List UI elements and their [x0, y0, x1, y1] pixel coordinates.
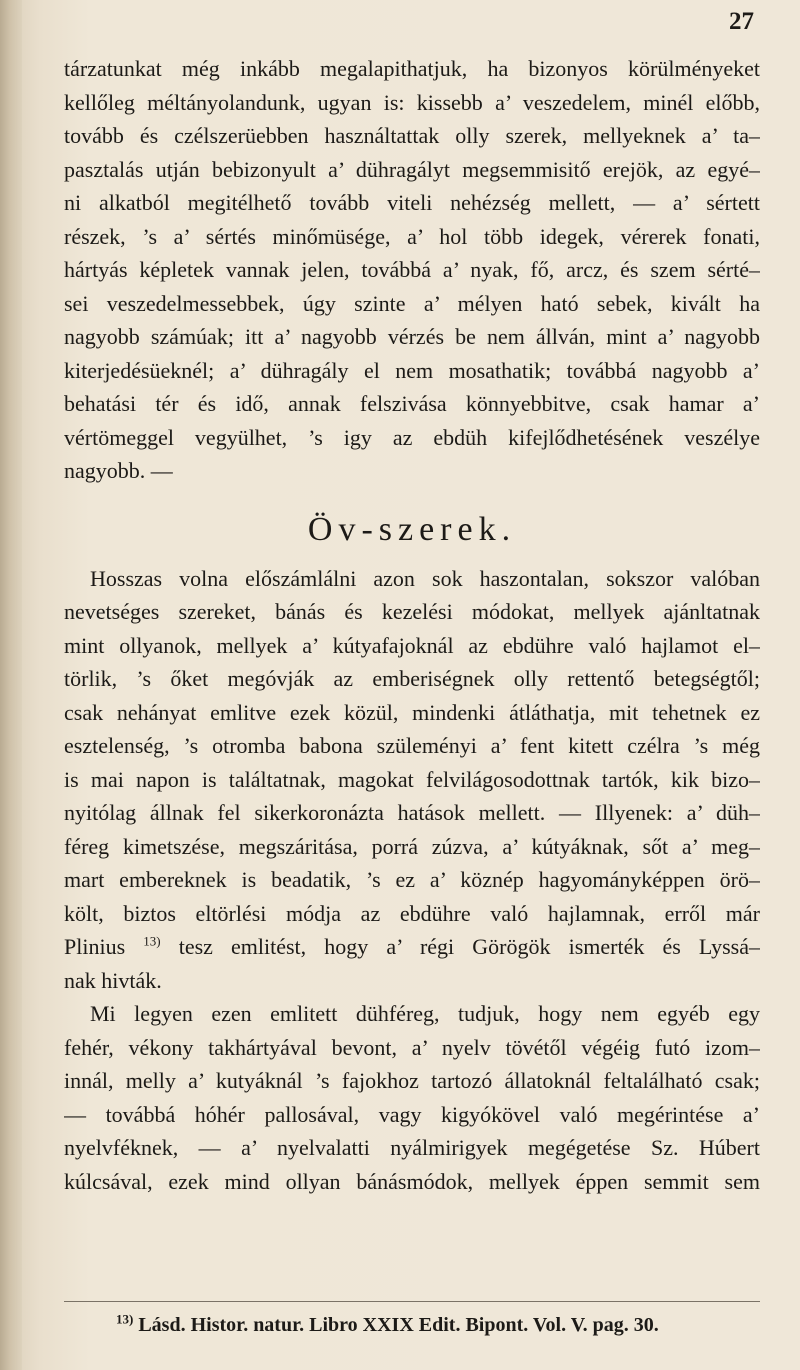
text-line: hártyás képletek vannak jelen, továbbá a’ nyak, fő, arcz, és szem sérté– — [64, 257, 760, 282]
text-line: nagyobb számúak; itt a’ nagyobb vérzés be nem állván, mint a’ nagyobb — [64, 324, 760, 349]
text-line: nyitólag állnak fel sikerkoronázta hatások mellett. — Illyenek: a’ düh– — [64, 800, 760, 825]
pliny-after: tesz emlitést, hogy a’ régi Görögök ismerték és Lyssá– — [160, 934, 760, 959]
text-line: törlik, ’s őket megóvják az emberiségnek olly rettentő betegségtől; — [64, 666, 760, 691]
text-line: behatási tér és idő, annak felszivása könnyebbitve, csak hamar a’ — [64, 391, 760, 416]
text-line: nevetséges szereket, bánás és kezelési módokat, mellyek ajánltatnak — [64, 599, 760, 624]
page-number: 27 — [729, 8, 754, 35]
body-text — [64, 52, 760, 1198]
text-line: vértömeggel vegyülhet, ’s igy az ebdüh kifejlődhetésének veszélye — [64, 424, 760, 450]
text-line: tárzatunkat még inkább megalapithatjuk, ha bizonyos körülményeket — [64, 56, 760, 81]
footnote-reference: 13) — [143, 933, 161, 949]
text-line: nyelvféknek, — a’ nyelvalatti nyálmirigyek megégetése Sz. Húbert — [64, 1135, 760, 1160]
text-line: pasztalás utján bebizonyult a’ dühragályt megsemmisitő erejök, az egyé– — [64, 156, 760, 182]
page-binding-edge — [0, 0, 22, 1370]
footnote-text: Lásd. Histor. natur. Libro XXIX Edit. Bipont. Vol. V. pag. 30. — [133, 1314, 659, 1336]
text-line: kiterjedésüeknél; a’ dühragály el nem mosathatik; továbbá nagyobb a’ — [64, 357, 760, 383]
text-line: kúlcsával, ezek mind ollyan bánásmódok, mellyek éppen semmit sem — [64, 1168, 760, 1194]
text-line: féreg kimetszése, megszáritása, porrá zúzva, a’ kútyáknak, sőt a’ meg– — [64, 833, 760, 859]
text-line-pliny — [64, 930, 760, 964]
text-line: sei veszedelmessebbek, úgy szinte a’ mélyen ható sebek, kivált ha — [64, 290, 760, 316]
section-heading: Öv-szerek. — [307, 510, 517, 548]
pliny-before: Plinius — [64, 934, 144, 959]
text-line: mart embereknek is beadatik, ’s ez a’ köznép hagyományképpen örö– — [64, 867, 760, 892]
text-line: Mi legyen ezen emlitett dühféreg, tudjuk, hogy nem egyéb egy — [90, 1001, 760, 1026]
text-line: részek, ’s a’ sértés minőmüsége, a’ hol több idegek, vérerek fonati, — [64, 223, 760, 249]
text-line: mint ollyanok, mellyek a’ kútyafajoknál az ebdühre való hajlamot el– — [64, 632, 760, 658]
footnote-divider — [64, 1301, 760, 1302]
text-line: esztelenség, ’s otromba babona szüleményi a’ fent kitett czélra ’s még — [64, 733, 760, 758]
text-line: innál, melly a’ kutyáknál ’s fajokhoz tartozó állatoknál feltalálható csak; — [64, 1068, 760, 1093]
footnote — [116, 1308, 756, 1342]
text-line: Hosszas volna előszámlálni azon sok haszontalan, sokszor valóban — [90, 565, 760, 591]
text-line: — továbbá hóhér pallosával, vagy kigyókövel való megérintése a’ — [64, 1101, 760, 1127]
text-line: kellőleg méltányolandunk, ugyan is: kissebb a’ veszedelem, minél előbb, — [64, 89, 760, 115]
text-line: csak nehányat emlitve ezek közül, mindenki átláthatja, mit tehetnek ez — [64, 699, 760, 725]
text-line: ni alkatból megitélhető tovább viteli nehézség mellett, — a’ sértett — [64, 190, 760, 215]
text-line: tovább és czélszerüebben használtattak olly szerek, mellyeknek a’ ta– — [64, 123, 760, 148]
text-line: nak hivták. — [64, 967, 162, 993]
footnote-marker: 13) — [116, 1311, 134, 1327]
text-line: nagyobb. — — [64, 458, 173, 483]
text-line: fehér, vékony takhártyával bevont, a’ nyelv tövétől végéig futó izom– — [64, 1034, 760, 1060]
text-line: is mai napon is találtatnak, magokat felvilágosodottnak tartók, kik bizo– — [64, 766, 760, 792]
text-line: költ, biztos eltörlési módja az ebdühre való hajlamnak, erről már — [64, 900, 760, 926]
